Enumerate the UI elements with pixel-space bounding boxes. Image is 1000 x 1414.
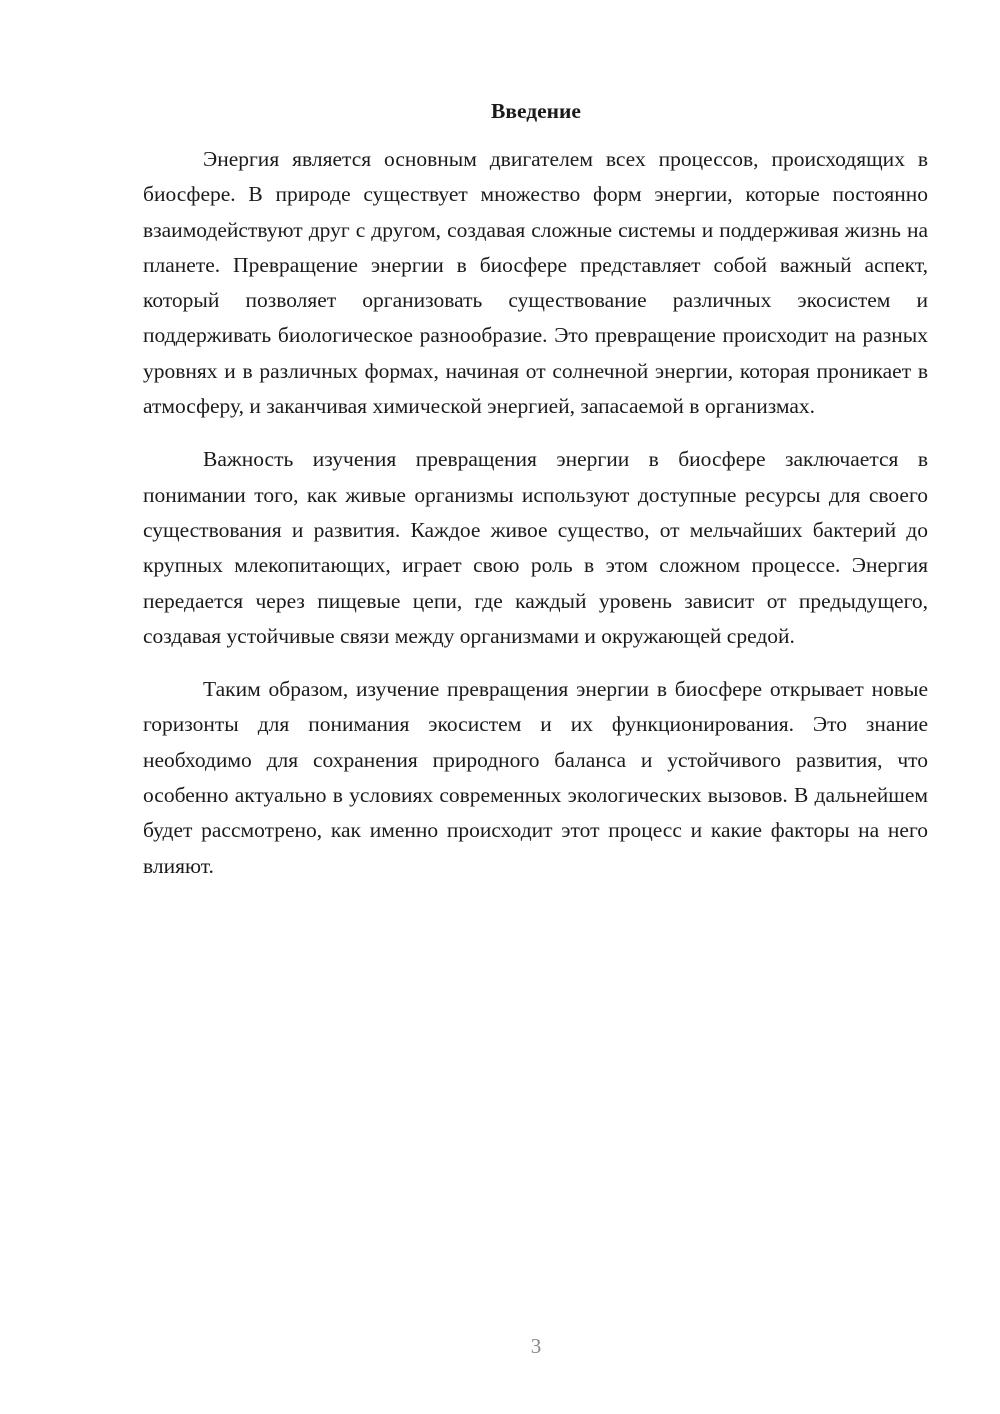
- page-number: 3: [530, 1334, 542, 1358]
- paragraph-2: Важность изучения превращения энергии в биосфере заключается в понимании того, как живые организмы используют доступные ресурсы для своего существования и развития. Каждое живое существо, от мельчайших бактерий до крупных млекопитающих, играет свою роль в этом сложном процессе. Энергия передается через пищевые цепи, где каждый уровень зависит от предыдущего, создавая устойчивые связи между организмами и окружающей средой.: [143, 447, 928, 648]
- paragraph-3: Таким образом, изучение превращения энергии в биосфере открывает новые горизонты для понимания экосистем и их функционирования. Это знание необходимо для сохранения природного баланса и устойчивого развития, что особенно актуально в условиях современных экологических вызовов. В дальнейшем будет рассмотрено, как именно происходит этот процесс и какие факторы на него влияют.: [143, 677, 928, 878]
- section-heading: Введение: [491, 99, 581, 123]
- paragraph-1: Энергия является основным двигателем всех процессов, происходящих в биосфере. В природе существует множество форм энергии, которые постоянно взаимодействуют друг с другом, создавая сложные системы и поддерживая жизнь на планете. Превращение энергии в биосфере представляет собой важный аспект, который позволяет организовать существование различных экосистем и поддерживать биологическое разнообразие. Это превращение происходит на разных уровнях и в различных формах, начиная от солнечной энергии, которая проникает в атмосферу, и заканчивая химической энергией, запасаемой в организмах.: [143, 147, 928, 419]
- body-text: [143, 142, 928, 902]
